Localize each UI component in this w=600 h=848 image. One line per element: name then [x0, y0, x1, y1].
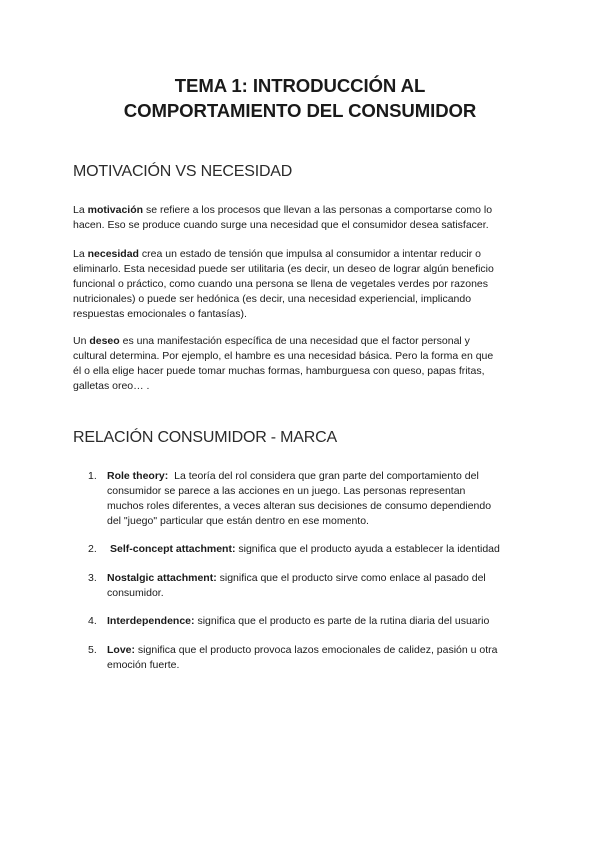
paragraph-deseo: Un deseo es una manifestación específica de una necesidad que el factor personal y cultural determina. Por ejemplo, el hambre es una necesidad básica. Pero la forma en que él o ella elige hacer puede tomar muchas formas, hamburguesa con queso, papas fritas, galletas oreo… .	[73, 335, 494, 392]
term-motivacion: motivación	[87, 204, 144, 216]
term-necesidad: necesidad	[87, 248, 139, 260]
page-title	[0, 73, 600, 123]
document-page: TEMA 1: INTRODUCCIÓN AL COMPORTAMIENTO DEL CONSUMIDOR MOTIVACIÓN VS NECESIDAD La motivación se refiere a los procesos que llevan a las personas a comportarse como lo hacen. Eso se produce cuando surge una necesidad que el consumidor desea satisfacer. La necesidad crea un estado de tensión que impulsa al consumidor a intentar reducir o eliminarlo. Esta necesidad puede ser utilitaria (es decir, un deseo de lograr algún beneficio funcional o práctico, como cuando una persona se llena de vegetales verdes por razones nutricionales) o puede ser hedónica (es decir, una necesidad experiencial, implicando respuestas emocionales o fantasías). Un deseo es una manifestación específica de una necesidad que el factor personal y cultural determina. Por ejemplo, el hambre es una necesidad básica. Pero la forma en que él o ella elige hacer puede tomar muchas formas, hamburguesa con queso, papas fritas, galletas oreo… . RELACIÓN CONSUMIDOR - MARCA 1. Role theory: La teoría del rol considera que gran parte del comportamiento del consumidor se parece a las acciones en un juego. Las personas representan muchos roles diferentes, a veces alteran sus decisiones de consumo dependiendo del "juego" particular que están dentro en ese momento. 2. Self-concept attachment: significa que el producto ayuda a establecer la identidad 3. Nostalgic attachment: significa que el producto sirve como enlace al pasado del consumidor. 4. Interdependence: significa que el producto es parte de la rutina diaria del usuario 5. Love: significa que el producto provoca lazos emocionales de calidez, pasión u otra emoción fuerte.	[0, 0, 600, 848]
paragraph-motivacion: La motivación se refiere a los procesos que llevan a las personas a comportarse como lo hacen. Eso se produce cuando surge una necesidad que el consumidor desea satisfacer.	[73, 204, 493, 231]
section-heading-relacion: RELACIÓN CONSUMIDOR - MARCA	[73, 429, 337, 446]
term-deseo: deseo	[89, 335, 120, 347]
paragraph-necesidad: La necesidad crea un estado de tensión que impulsa al consumidor a intentar reducir o eliminarlo. Esta necesidad puede ser utilitaria (es decir, un deseo de lograr algún beneficio funcional o práctico, como cuando una persona se llena de vegetales verdes por razones nutricionales) o puede ser hedónica (es decir, una necesidad experiencial, implicando respuestas emocionales o fantasías).	[73, 248, 494, 320]
section-heading-motivacion: MOTIVACIÓN VS NECESIDAD	[73, 163, 293, 180]
title-line-1: TEMA 1: INTRODUCCIÓN AL	[174, 75, 426, 96]
title-line-2: COMPORTAMIENTO DEL CONSUMIDOR	[123, 100, 477, 121]
